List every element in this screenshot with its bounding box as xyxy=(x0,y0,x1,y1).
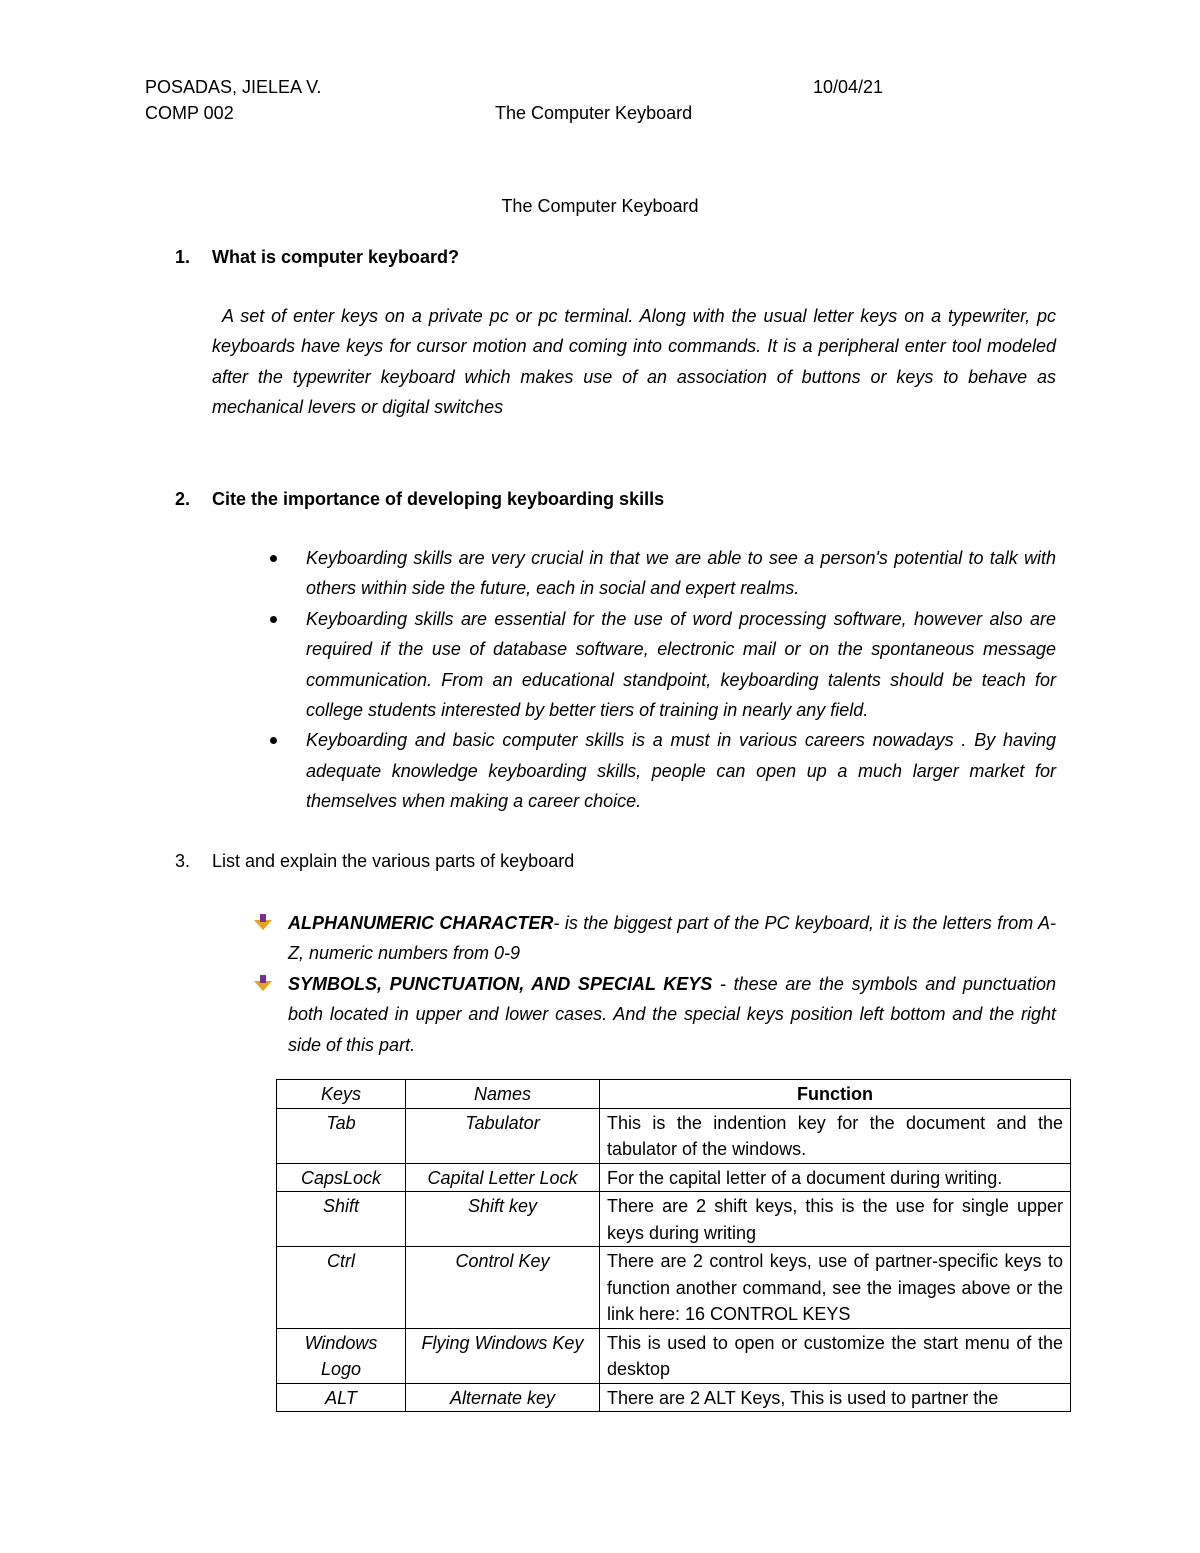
q2-bullet-list xyxy=(270,543,1056,817)
table-row xyxy=(277,1247,1071,1329)
bullet-icon xyxy=(270,616,277,623)
header-date: 10/04/21 xyxy=(813,77,884,97)
cell-key: Tab xyxy=(277,1108,406,1163)
list-item xyxy=(270,604,1056,726)
arrow-bullet-icon xyxy=(254,975,272,991)
cell-name: Tabulator xyxy=(406,1108,600,1163)
cell-key: CapsLock xyxy=(277,1163,406,1192)
table-row xyxy=(277,1383,1071,1412)
q3-number: 3. xyxy=(175,851,191,871)
bullet-text: Keyboarding skills are essential for the use of word processing software, however also are required if the use of database software, electronic mail or on the spontaneous message communication. From an educational standpoint, keyboarding talents should be teach for college students interested by better tiers of training in nearly any field. xyxy=(306,608,1056,721)
cell-function: There are 2 shift keys, this is the use for single upper keys during writing xyxy=(600,1192,1071,1247)
table-row xyxy=(277,1163,1071,1192)
cell-name: Shift key xyxy=(406,1192,600,1247)
cell-function: For the capital letter of a document during writing. xyxy=(600,1163,1071,1192)
q2-title: Cite the importance of developing keyboarding skills xyxy=(212,489,665,509)
table-row xyxy=(277,1108,1071,1163)
header-author: POSADAS, JIELEA V. xyxy=(145,77,322,97)
keys-table xyxy=(276,1079,1071,1412)
header-course: COMP 002 xyxy=(145,103,234,123)
part-term: SYMBOLS, PUNCTUATION, AND SPECIAL KEYS xyxy=(288,973,713,994)
q1-title: What is computer keyboard? xyxy=(212,247,460,267)
table-row xyxy=(277,1328,1071,1383)
cell-key: ALT xyxy=(277,1383,406,1412)
q3-parts-list xyxy=(254,908,1056,1060)
cell-key: Ctrl xyxy=(277,1247,406,1329)
document-title: The Computer Keyboard xyxy=(501,196,699,216)
cell-name: Control Key xyxy=(406,1247,600,1329)
bullet-icon xyxy=(270,737,277,744)
table-header-row xyxy=(277,1080,1071,1109)
cell-function: There are 2 ALT Keys, This is used to partner the xyxy=(600,1383,1071,1412)
q2-number: 2. xyxy=(175,489,191,509)
header-topic: The Computer Keyboard xyxy=(495,103,693,123)
list-item xyxy=(254,908,1056,969)
list-item xyxy=(254,969,1056,1060)
part-desc: - these are the symbols and punctuation both located in upper and lower cases. And the special keys position left bottom and the right side of this part. xyxy=(288,973,1056,1055)
q1-number: 1. xyxy=(175,247,191,267)
bullet-text: Keyboarding and basic computer skills is a must in various careers nowadays . By having adequate knowledge keyboarding skills, people can open up a much larger market for themselves when making a career choice. xyxy=(306,730,1056,812)
list-item xyxy=(270,543,1056,604)
part-desc: - is the biggest part of the PC keyboard, it is the letters from A-Z, numeric numbers from 0-9 xyxy=(288,913,1056,964)
cell-function: This is used to open or customize the start menu of the desktop xyxy=(600,1328,1071,1383)
bullet-text: Keyboarding skills are very crucial in that we are able to see a person's potential to talk with others within side the future, each in social and expert realms. xyxy=(306,548,1056,599)
q3-title: List and explain the various parts of keyboard xyxy=(212,851,575,871)
bullet-icon xyxy=(270,555,277,562)
q1-answer: A set of enter keys on a private pc or pc terminal. Along with the usual letter keys on a typewriter, pc keyboards have keys for cursor motion and coming into commands. It is a peripheral enter tool modeled after the typewriter keyboard which makes use of an association of buttons or keys to behave as mechanical levers or digital switches xyxy=(212,306,1056,418)
cell-name: Alternate key xyxy=(406,1383,600,1412)
cell-function: This is the indention key for the document and the tabulator of the windows. xyxy=(600,1108,1071,1163)
column-header-keys: Keys xyxy=(277,1080,406,1109)
cell-key: Windows Logo xyxy=(277,1328,406,1383)
cell-key: Shift xyxy=(277,1192,406,1247)
column-header-function: Function xyxy=(600,1080,1071,1109)
cell-function: There are 2 control keys, use of partner-specific keys to function another command, see the images above or the link here: 16 CONTROL KEYS xyxy=(600,1247,1071,1329)
part-term: ALPHANUMERIC CHARACTER xyxy=(288,913,554,933)
column-header-names: Names xyxy=(406,1080,600,1109)
table-row xyxy=(277,1192,1071,1247)
cell-name: Flying Windows Key xyxy=(406,1328,600,1383)
arrow-bullet-icon xyxy=(254,914,272,930)
cell-name: Capital Letter Lock xyxy=(406,1163,600,1192)
list-item xyxy=(270,725,1056,816)
